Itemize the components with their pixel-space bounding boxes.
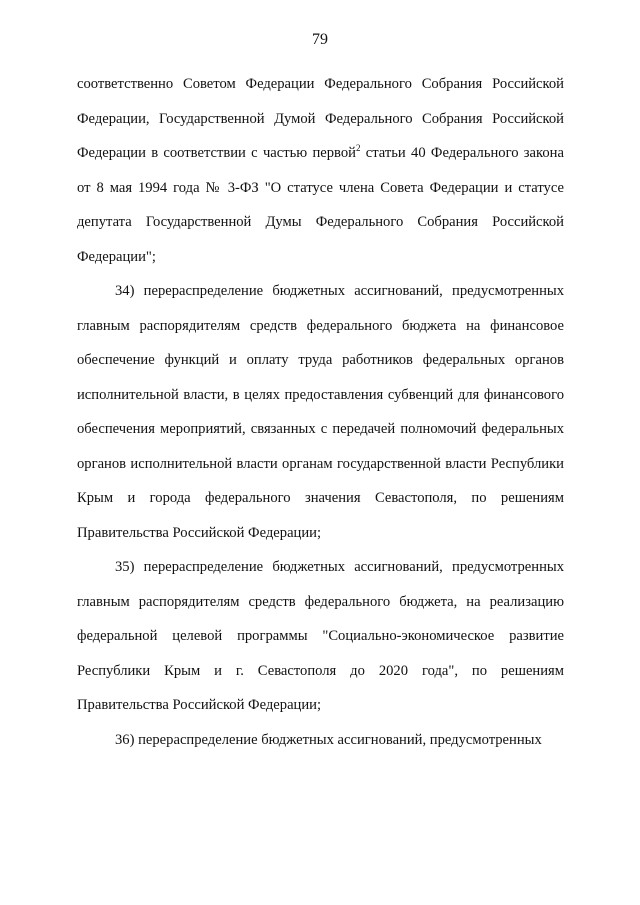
page-number: 79: [312, 31, 328, 48]
paragraph-item-36: 36) перераспределение бюджетных ассигнований, предусмотренных: [115, 731, 542, 748]
paragraph-continued-text: соответственно Советом Федерации Федерального Собрания Российской Федерации, Государственной Думой Федерального Собрания Российской Федерации в соответствии с частью первой: [77, 76, 564, 161]
footnote-superscript: 2: [355, 143, 361, 154]
paragraph-item-35: 35) перераспределение бюджетных ассигнований, предусмотренных главным распорядителям средств федерального бюджета, на реализацию федеральной целевой программы "Социально-экономическое развитие Республики Крым и г. Севастополя до 2020 года", по решениям Правительства Российской Федерации;: [77, 559, 564, 713]
paragraph-item-34: 34) перераспределение бюджетных ассигнований, предусмотренных главным распорядителям средств федерального бюджета на финансовое обеспечение функций и оплату труда работников федеральных органов исполнительной власти, в целях предоставления субвенций для финансового обеспечения мероприятий, связанных с передачей полномочий федеральных органов исполнительной власти органам государственной власти Республики Крым и города федерального значения Севастополя, по решениям Правительства Российской Федерации;: [77, 283, 564, 541]
paragraph-continued: [77, 67, 564, 274]
paragraph-continued-text-end: статьи 40 Федерального закона от 8 мая 1994 года № 3-ФЗ "О статусе члена Совета Федерации и статусе депутата Государственной Думы Федерального Собрания Российской Федерации";: [77, 145, 564, 265]
document-body: [77, 67, 564, 757]
